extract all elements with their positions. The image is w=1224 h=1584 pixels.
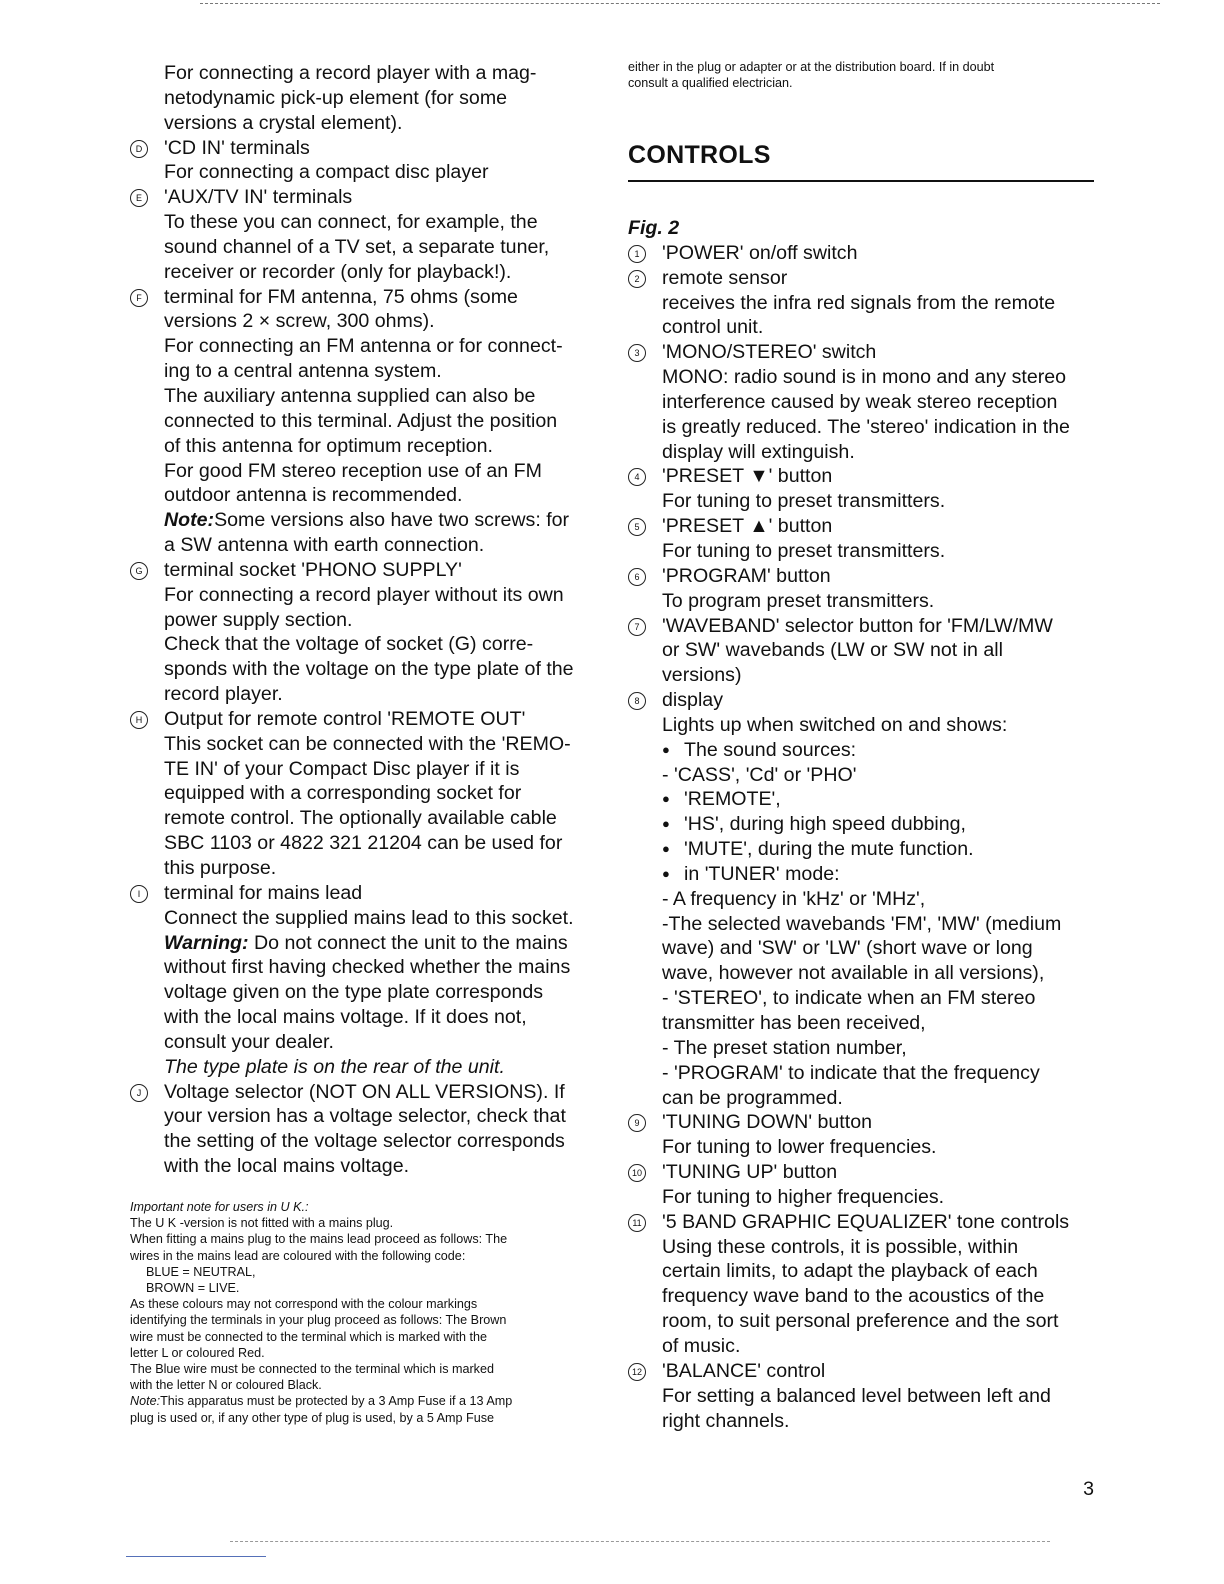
text-line: consult a qualified electrician. (628, 76, 793, 91)
item-title: remote sensor (662, 266, 788, 289)
text-line: The auxiliary antenna supplied can also be (164, 384, 536, 407)
circled-g-icon: G (130, 562, 148, 580)
control-mono-stereo (628, 340, 1098, 464)
tuner-mode-details (628, 887, 1098, 1111)
item-title: display (662, 689, 723, 712)
item-title: Output for remote control 'REMOTE OUT' (164, 707, 526, 730)
text-line: of music. (662, 1334, 741, 1357)
text-line: - 'PROGRAM' to indicate that the frequency (662, 1061, 1040, 1084)
warning (164, 931, 598, 956)
text-line: MONO: radio sound is in mono and any stereo (662, 366, 1067, 389)
bullet-text: 'REMOTE', (684, 788, 781, 811)
text-line: a SW antenna with earth connection. (164, 534, 485, 557)
item-title: 'CD IN' terminals (164, 136, 310, 159)
text-line: plug is used or, if any other type of plug is used, by a 5 Amp Fuse (130, 1410, 495, 1425)
text-line: either in the plug or adapter or at the distribution board. If in doubt (628, 60, 995, 74)
text-line: is greatly reduced. The 'stereo' indication in the (662, 415, 1070, 438)
item-aux-tv-in (130, 185, 598, 284)
controls-list (628, 216, 1098, 1433)
text-line: letter L or coloured Red. (130, 1345, 265, 1360)
text-line: For connecting an FM antenna or for connect- (164, 335, 563, 358)
text-line: voltage given on the type plate corresponds (164, 981, 544, 1004)
text-line: Connect the supplied mains lead to this socket. (164, 906, 574, 929)
item-fm-antenna (130, 285, 598, 558)
text-line: For tuning to lower frequencies. (662, 1136, 937, 1159)
text-line: certain limits, to adapt the playback of each (662, 1260, 1038, 1283)
control-remote-sensor (628, 266, 1098, 341)
text-line: sound channel of a TV set, a separate tuner, (164, 235, 550, 258)
color-code: BROWN = LIVE. (146, 1281, 240, 1296)
text-line: with the letter N or coloured Black. (130, 1378, 322, 1393)
text-line: - 'STEREO', to indicate when an FM stereo (662, 987, 1036, 1010)
circled-7-icon: 7 (628, 618, 646, 636)
text-line: ing to a central antenna system. (164, 360, 442, 383)
control-display (628, 688, 1098, 738)
control-program (628, 564, 1098, 614)
text-line: Check that the voltage of socket (G) corre- (164, 633, 534, 656)
text-line: sponds with the voltage on the type plate of the (164, 658, 574, 681)
item-title: 'PRESET ▲' button (662, 515, 833, 538)
text-line: For tuning to higher frequencies. (662, 1185, 945, 1208)
text-line: For good FM stereo reception use of an FM (164, 459, 542, 482)
text-line: receiver or recorder (only for playback!). (164, 260, 512, 283)
text-line: can be programmed. (662, 1086, 843, 1109)
text-line: As these colours may not correspond with the colour markings (130, 1297, 478, 1312)
text-line: transmitter has been received, (662, 1012, 926, 1034)
control-equalizer (628, 1210, 1098, 1359)
text-line: Using these controls, it is possible, within (662, 1235, 1019, 1258)
text-line: For connecting a compact disc player (164, 161, 489, 184)
text-line: remote control. The optionally available cable (164, 807, 557, 830)
circled-12-icon: 12 (628, 1363, 646, 1381)
item-title: terminal socket 'PHONO SUPPLY' (164, 558, 462, 581)
warning-label: Warning: (164, 931, 249, 954)
text-line: This socket can be connected with the 'REMO- (164, 732, 571, 755)
text-line: When fitting a mains plug to the mains lead proceed as follows: The (130, 1232, 508, 1247)
text-line: versions) (662, 664, 742, 687)
text-line: the setting of the voltage selector corresponds (164, 1130, 565, 1153)
text-line: frequency wave band to the acoustics of the (662, 1285, 1045, 1308)
control-tuning-up (628, 1160, 1098, 1210)
circled-j-icon: J (130, 1084, 148, 1102)
controls-section (628, 141, 1098, 182)
text-line: This apparatus must be protected by a 3 Amp Fuse if a 13 Amp (160, 1394, 513, 1409)
uk-fuse-note (130, 1393, 600, 1409)
circled-4-icon: 4 (628, 468, 646, 486)
note-label: Note: (164, 509, 215, 532)
item-title: 'BALANCE' control (662, 1359, 826, 1382)
control-preset-up (628, 514, 1098, 564)
text-line: For tuning to preset transmitters. (662, 490, 946, 513)
scan-artifact-line (126, 1556, 266, 1557)
text-line: netodynamic pick-up element (for some (164, 86, 508, 109)
display-bullet (628, 837, 1098, 862)
circled-8-icon: 8 (628, 692, 646, 710)
circled-h-icon: H (130, 711, 148, 729)
text-line: your version has a voltage selector, check that (164, 1105, 566, 1128)
phono-intro (130, 61, 598, 136)
scan-artifact-bottom (230, 1541, 1050, 1545)
text-line: display will extinguish. (662, 440, 855, 463)
text-line: with the local mains voltage. If it does not, (164, 1006, 527, 1029)
right-top-continuation (628, 59, 1098, 91)
section-heading: CONTROLS (628, 141, 771, 169)
scan-artifact-top (200, 3, 1160, 7)
text-line: Do not connect the unit to the mains (254, 931, 568, 954)
item-title: 'POWER' on/off switch (662, 241, 858, 264)
text-line: identifying the terminals in your plug proceed as follows: The Brown (130, 1313, 507, 1328)
item-mains-lead (130, 881, 598, 1080)
text-line: For connecting a record player without its own (164, 583, 564, 606)
text-line: record player. (164, 683, 283, 706)
page-number: 3 (1083, 1478, 1094, 1500)
control-tuning-down (628, 1110, 1098, 1160)
text-line: wave) and 'SW' or 'LW' (short wave or long (662, 937, 1033, 960)
text-line: receives the infra red signals from the remote (662, 291, 1056, 314)
item-title: 'WAVEBAND' selector button for 'FM/LW/MW (662, 614, 1053, 637)
item-cd-in (130, 136, 598, 186)
item-title: 'PROGRAM' button (662, 564, 831, 587)
circled-11-icon: 11 (628, 1214, 646, 1232)
text-line: The U K -version is not fitted with a mains plug. (130, 1216, 394, 1231)
control-preset-down (628, 464, 1098, 514)
item-phono-supply (130, 558, 598, 707)
text-line: TE IN' of your Compact Disc player if it is (164, 757, 520, 780)
text-line: this purpose. (164, 857, 277, 879)
text-line: wire must be connected to the terminal which is marked with the (130, 1329, 487, 1344)
bullet-text: The sound sources: (684, 738, 857, 761)
text-line: power supply section. (164, 608, 353, 631)
item-title: terminal for mains lead (164, 881, 363, 904)
item-remote-out (130, 707, 598, 881)
item-title: '5 BAND GRAPHIC EQUALIZER' tone controls (662, 1210, 1070, 1233)
text-line: control unit. (662, 316, 764, 339)
circled-e-icon: E (130, 189, 148, 207)
text-line: For setting a balanced level between left and (662, 1384, 1051, 1407)
text-line: -The selected wavebands 'FM', 'MW' (medium (662, 912, 1062, 935)
item-title: 'PRESET ▼' button (662, 465, 833, 488)
circled-9-icon: 9 (628, 1114, 646, 1132)
text-line: - A frequency in 'kHz' or 'MHz', (662, 887, 926, 910)
text-line: of this antenna for optimum reception. (164, 434, 493, 457)
left-column (130, 61, 598, 1179)
circled-10-icon: 10 (628, 1164, 646, 1182)
fm-note (164, 508, 598, 533)
circled-6-icon: 6 (628, 568, 646, 586)
bullet-text: 'HS', during high speed dubbing, (684, 813, 966, 836)
text-line: Some versions also have two screws: for (214, 509, 570, 532)
type-plate-note: The type plate is on the rear of the unit. (164, 1055, 505, 1078)
text-line: - The preset station number, (662, 1036, 907, 1059)
circled-3-icon: 3 (628, 344, 646, 362)
display-bullet (628, 738, 1098, 763)
display-bullet (628, 812, 1098, 837)
control-balance (628, 1359, 1098, 1434)
text-line: interference caused by weak stereo reception (662, 390, 1058, 413)
text-line: consult your dealer. (164, 1030, 334, 1053)
item-voltage-selector (130, 1080, 598, 1179)
display-bullet (628, 862, 1098, 887)
item-title: 'MONO/STEREO' switch (662, 341, 877, 364)
control-waveband (628, 614, 1098, 689)
bullet-text: in 'TUNER' mode: (684, 862, 840, 885)
uk-important-note (130, 1199, 600, 1426)
item-title: terminal for FM antenna, 75 ohms (some (164, 285, 518, 308)
circled-2-icon: 2 (628, 270, 646, 288)
circled-1-icon: 1 (628, 245, 646, 263)
figure-reference: Fig. 2 (628, 217, 680, 239)
text-line: To program preset transmitters. (662, 589, 935, 612)
bullet-text: 'MUTE', during the mute function. (684, 838, 974, 861)
text-line: wave, however not available in all versions), (662, 962, 1045, 985)
text-line: versions 2 × screw, 300 ohms). (164, 310, 435, 333)
item-title: 'TUNING UP' button (662, 1161, 838, 1184)
text-line: or SW' wavebands (LW or SW not in all (662, 639, 1003, 662)
heading-rule (628, 180, 1094, 182)
color-code: BLUE = NEUTRAL, (146, 1264, 256, 1279)
circled-i-icon: I (130, 885, 148, 903)
text-line: For connecting a record player with a mag- (164, 62, 537, 84)
text-line: wires in the mains lead are coloured with the following code: (130, 1248, 466, 1263)
text-line: Lights up when switched on and shows: (662, 713, 1008, 736)
item-title: 'TUNING DOWN' button (662, 1111, 872, 1134)
text-line: room, to suit personal preference and the sort (662, 1310, 1059, 1333)
text-line: To these you can connect, for example, the (164, 211, 538, 234)
text-line: The Blue wire must be connected to the terminal which is marked (130, 1362, 494, 1377)
note-label: Note: (130, 1394, 161, 1409)
text-line: - 'CASS', 'Cd' or 'PHO' (662, 763, 857, 786)
text-line: SBC 1103 or 4822 321 21204 can be used for (164, 832, 563, 855)
text-line: equipped with a corresponding socket for (164, 782, 522, 805)
circled-d-icon: D (130, 140, 148, 158)
text-line: right channels. (662, 1409, 790, 1432)
display-bullet (628, 787, 1098, 812)
control-power (628, 241, 1098, 266)
text-line: connected to this terminal. Adjust the position (164, 409, 558, 432)
text-line: outdoor antenna is recommended. (164, 484, 463, 507)
item-title: Voltage selector (NOT ON ALL VERSIONS). If (164, 1080, 565, 1103)
text-line: For tuning to preset transmitters. (662, 539, 946, 562)
circled-f-icon: F (130, 289, 148, 307)
uk-note-heading: Important note for users in U K.: (130, 1200, 309, 1214)
item-title: 'AUX/TV IN' terminals (164, 186, 353, 209)
text-line: without first having checked whether the mains (164, 956, 571, 979)
text-line: versions a crystal element). (164, 111, 403, 134)
text-line: with the local mains voltage. (164, 1155, 410, 1178)
circled-5-icon: 5 (628, 518, 646, 536)
